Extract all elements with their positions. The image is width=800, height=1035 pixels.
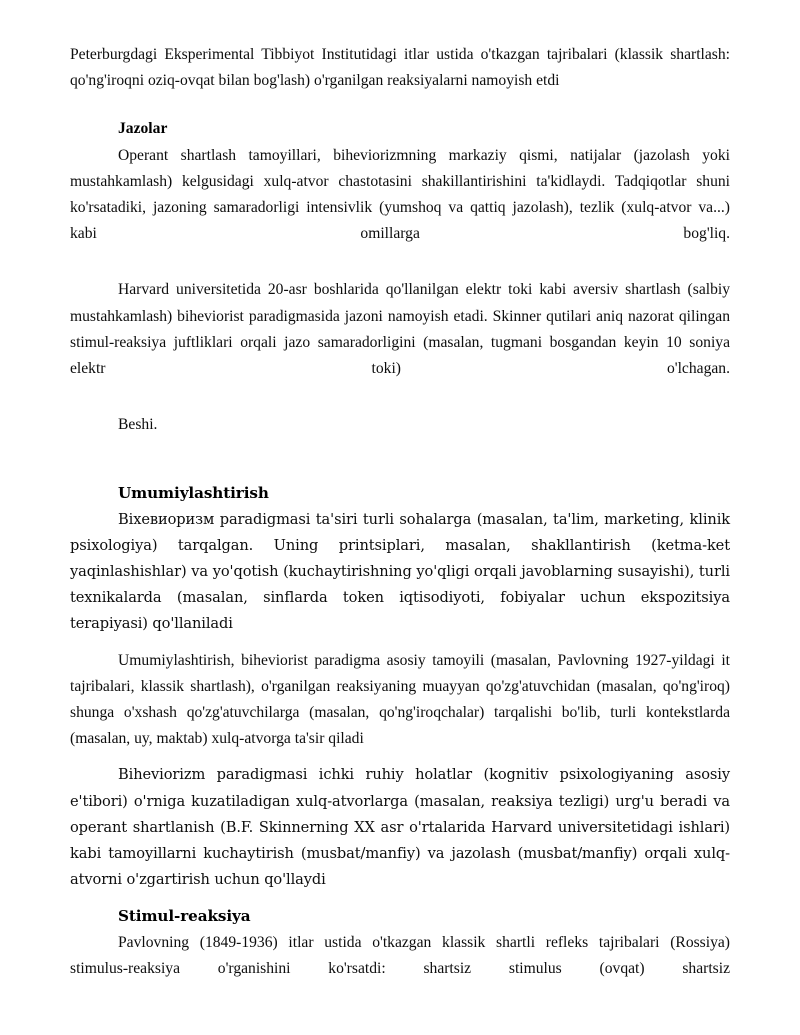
spacer	[70, 247, 730, 277]
spacer	[70, 893, 730, 903]
jazolar-paragraph: Operant shartlash tamoyillari, biheviorizmning markaziy qismi, natijalar (jazolash yoki mustahkamlash) kelgusidagi xulq-atvor chastotasini shakillantirishini ta'kidlaydi. Tadqiqotlar shuni ko'rsatadiki, jazoning samaradorligi intensivlik (yumshoq va qattiq jazolash), tezlik (xulq-atvor va...) kabi omillarga bog'liq.	[70, 146, 730, 243]
heading-stimul-reaksiya: Stimul-reaksiya	[118, 907, 251, 926]
spacer	[70, 94, 730, 116]
biheviorizm-paragraph: Biheviorizm paradigmasi ichki ruhiy holatlar (kognitiv psixologiyaning asosiy e'tibori) o'rniga kuzatiladigan xulq-atvorlarga (masalan, reaksiya tezligi) urg'u beradi va operant shartlanish (B.F. Skinnerning XX asr o'rtalarida Harvard universitetidagi ishlari) kabi tamoyillarni kuchaytirish (musbat/manfiy) va jazolash (musbat/manfiy) orqali xulq-atvorni o'zgartirish uchun qo'llaydi	[70, 766, 730, 889]
spacer	[70, 382, 730, 412]
harvard-paragraph: Harvard universitetida 20-asr boshlarida qo'llanilgan elektr toki kabi aversiv shartlash (salbiy mustahkamlash) biheviorist paradigmasida jazoni namoyish etadi. Skinner qutilari aniq nazorat qilingan stimul-reaksiya juftliklari orqali jazo samaradorligini (masalan, tugmani bosgandan keyin 10 soniya elektr toki) o'lchagan.	[70, 281, 730, 378]
heading-jazolar: Jazolar	[118, 120, 168, 138]
spacer	[70, 638, 730, 648]
intro-paragraph: Peterburgdagi Eksperimental Tibbiyot Institutidagi itlar ustida o'tkazgan tajribalari (klassik shartlash: qo'ng'iroqni oziq-ovqat bilan bog'lash) o'rganilgan reaksiyalarni namoyish etdi	[70, 46, 730, 90]
beshi-line: Beshi.	[118, 416, 158, 434]
heading-umumiylashtirish: Umumiylashtirish	[118, 484, 269, 503]
spacer	[70, 752, 730, 762]
umumiylashtirish-paragraph-2: Umumiylashtirish, biheviorist paradigma asosiy tamoyili (masalan, Pavlovning 1927-yildagi it tajribalari, klassik shartlash), o'rganilgan reaksiyaning muayyan qo'zg'atuvchidan (masalan, qo'ng'iroq) shunga o'xshash qo'zg'atuvchilarga (masalan, qo'ng'iroqchalar) tarqalishi bo'lib, turli kontekstlarda (masalan, uy, maktab) xulq-atvorga ta'sir qiladi	[70, 651, 730, 748]
umumiylashtirish-paragraph: Віхевиоризм paradigmasi ta'siri turli sohalarga (masalan, ta'lim, marketing, klinik psixologiya) tarqalgan. Uning printsiplari, masalan, shakllantirish (ketma-ket yaqinlashishlar) va yo'qotish (kuchaytirishning yo'qligi orqali javoblarning susayishi), turli texnikalarda (masalan, sinflarda token iqtisodiyoti, fobiyalar uchun ekspozitsiya terapiyasi) qo'llaniladi	[70, 510, 730, 633]
stimul-reaksiya-paragraph: Pavlovning (1849-1936) itlar ustida o'tkazgan klassik shartli refleks tajribalari (Rossiya) stimulus-reaksiya o'rganishini ko'rsatdi: shartsiz stimulus (ovqat) shartsiz	[70, 933, 730, 977]
spacer	[70, 438, 730, 480]
